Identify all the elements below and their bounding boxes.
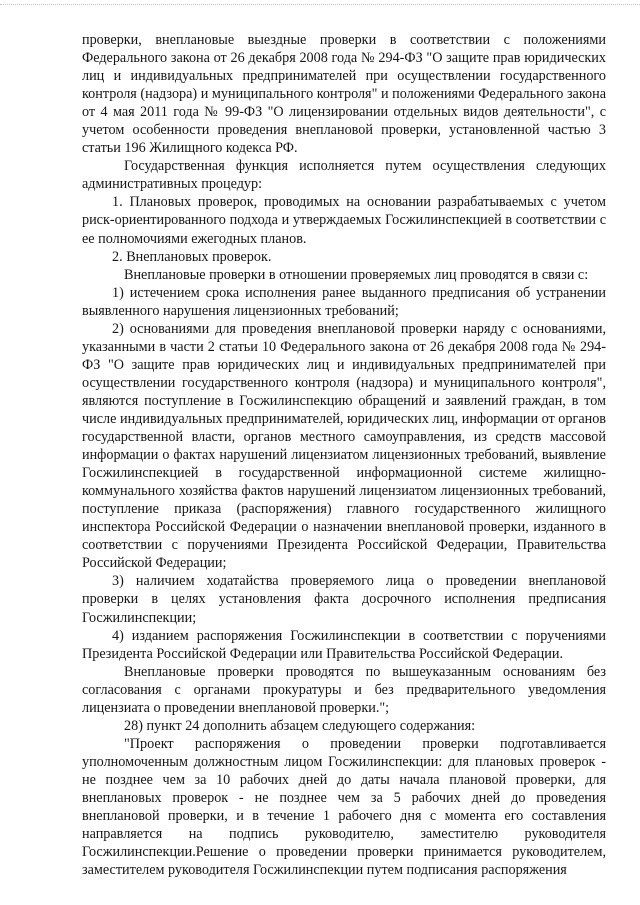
list-item-ground-4: 4) изданием распоряжения Госжилинспекции в соответствии с поручениями Президента Российской Федерации или Правительства Российской Федерации. (82, 627, 606, 662)
paragraph-procedures-intro: Государственная функция исполняется путем осуществления следующих административных процедур: (82, 158, 606, 193)
list-item-planned-checks: 1. Плановых проверок, проводимых на основании разрабатываемых с учетом риск-ориентированного подхода и утверждаемых Госжилинспекцией в соответствии с ее полномочиями ежегодных планов. (82, 194, 606, 247)
paragraph-continuation: проверки, внеплановые выездные проверки в соответствии с положениями Федерального закона от 26 декабря 2008 года № 294-ФЗ "О защите прав юридических лиц и индивидуальных предпринимателей при осуществлении государственного контроля (надзора) и муниципального контроля" и положениями Федерального закона от 4 мая 2011 года № 99-ФЗ "О лицензировании отдельных видов деятельности", с учетом особенности проведения внеплановой проверки, установленной частью 3 статьи 196 Жилищного кодекса РФ. (82, 32, 606, 157)
document-text (82, 31, 606, 879)
paragraph-unplanned-grounds: Внеплановые проверки в отношении проверяемых лиц проводятся в связи с: (124, 266, 589, 283)
paragraph-clause-28: 28) пункт 24 дополнить абзацем следующего содержания: (124, 717, 476, 734)
paragraph-no-coordination: Внеплановые проверки проводятся по вышеуказанным основаниям без согласования с органами прокуратуры и без предварительного уведомления лицензиата о проведении внеплановой проверки."; (82, 663, 606, 716)
paragraph-draft-order: "Проект распоряжения о проведении проверки подготавливается уполномоченным должностным лицом Госжилинспекции: для плановых проверок - не позднее чем за 10 рабочих дней до даты начала плановой проверки, для внеплановых проверок - не позднее чем за 5 рабочих дней до проведения внеплановой проверки, и в течение 1 рабочего дня с момента его составления направляется на подпись руководителю, заместителю руководителя Госжилинспекции.Решение о проведении проверки принимается руководителем, заместителем руководителя Госжилинспекции путем подписания распоряжения (82, 735, 606, 879)
list-item-ground-1: 1) истечением срока исполнения ранее выданного предписания об устранении выявленного нарушения лицензионных требований; (82, 284, 606, 319)
scan-top-edge (0, 4, 640, 5)
list-item-unplanned-checks: 2. Внеплановых проверок. (112, 248, 272, 265)
list-item-ground-3: 3) наличием ходатайства проверяемого лица о проведении внеплановой проверки в целях установления факта досрочного исполнения предписания Госжилинспекции; (82, 573, 606, 626)
list-item-ground-2: 2) основаниями для проведения внеплановой проверки наряду с основаниями, указанными в части 2 статьи 10 Федерального закона от 26 декабря 2008 года № 294-ФЗ "О защите прав юридических лиц и индивидуальных предпринимателей при осуществлении государственного контроля (надзора) и муниципального контроля", являются поступление в Госжилинспекцию обращений и заявлений граждан, в том числе индивидуальных предпринимателей, юридических лиц, информации от органов государственной власти, органов местного самоуправления, из средств массовой информации о фактах нарушений лицензиатом лицензионных требований, выявление Госжилинспекцией в государственной информационной системе жилищно-коммунального хозяйства фактов нарушений лицензиатом лицензионных требований, поступление приказа (распоряжения) главного государственного жилищного инспектора Российской Федерации о назначении внеплановой проверки, изданного в соответствии с поручениями Президента Российской Федерации, Правительства Российской Федерации; (82, 320, 606, 572)
